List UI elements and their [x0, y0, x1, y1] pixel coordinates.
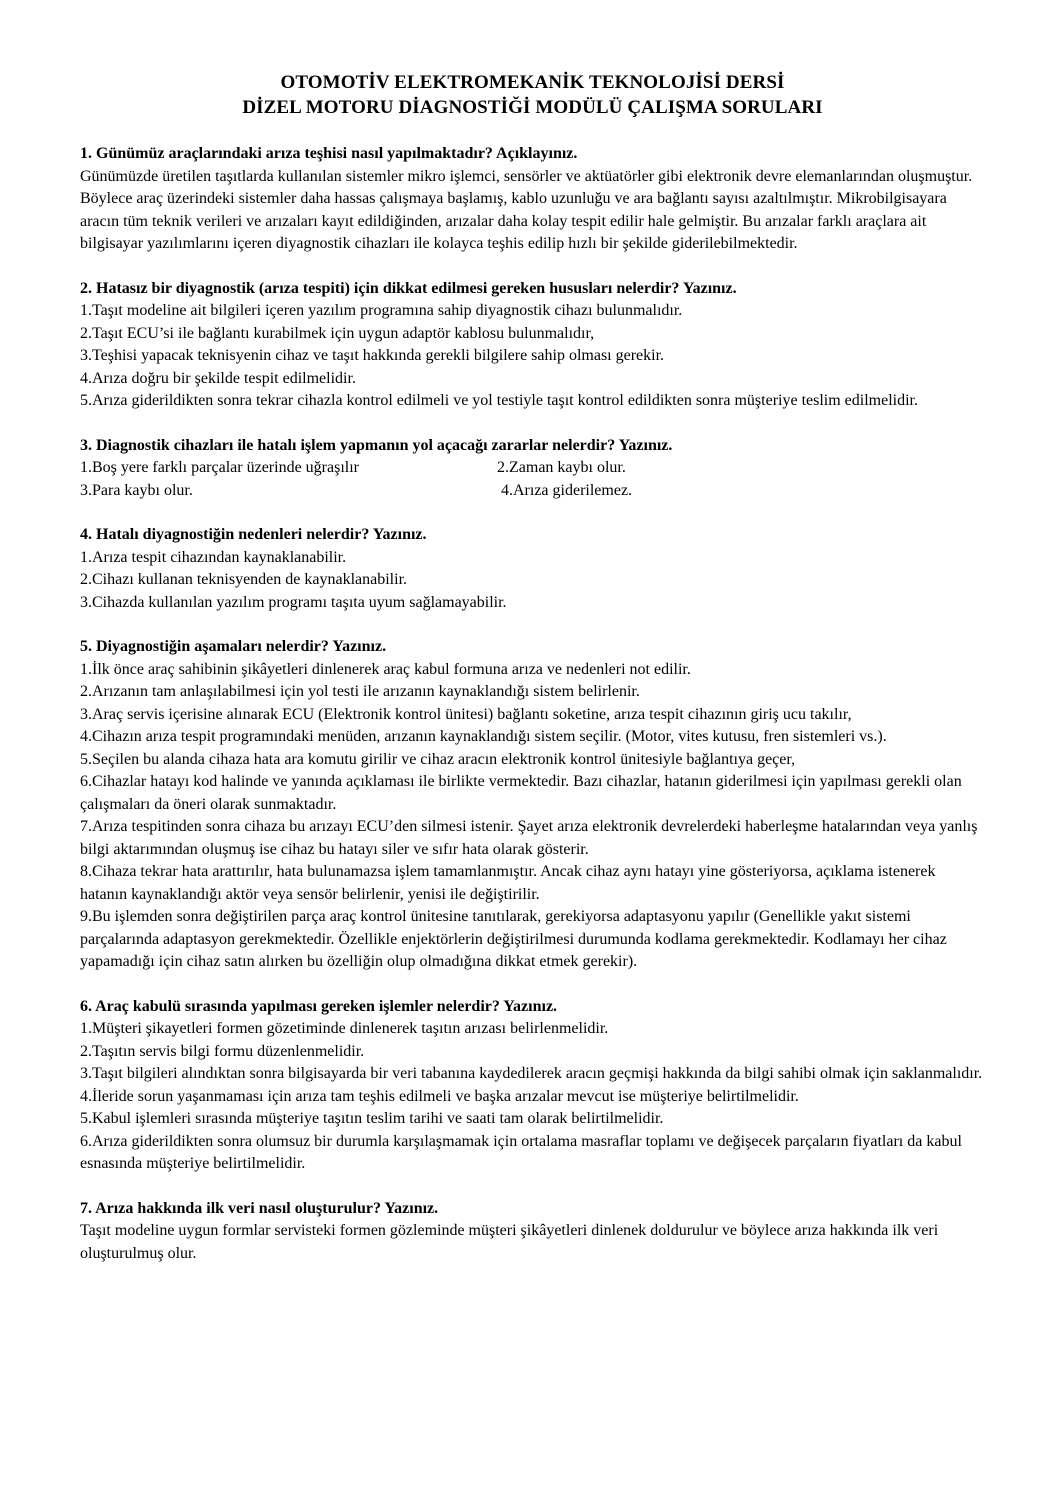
question-5-heading: 5. Diyagnostiğin aşamaları nelerdir? Yazınız. — [80, 638, 387, 655]
answer-item: 4.Arıza giderilemez. — [497, 481, 633, 499]
question-3-section — [80, 435, 985, 503]
question-2-heading: 2. Hatasız bir diyagnostik (arıza tespiti) için dikkat edilmesi gereken hususları nelerdir? Yazınız. — [80, 279, 737, 297]
answer-item: 3.Para kaybı olur. — [80, 481, 193, 499]
question-5-section — [80, 636, 985, 974]
answer-item: 2.Cihazı kullanan teknisyenden de kaynaklanabilir. — [80, 571, 408, 588]
answer-item: 2.Taşıt ECU’si ile bağlantı kurabilmek için uygun adaptör kablosu bulunmalıdır, — [80, 324, 595, 342]
question-2-section — [80, 278, 985, 413]
document-page — [80, 70, 985, 1265]
answer-item: 3.Teşhisi yapacak teknisyenin cihaz ve taşıt hakkında gerekli bilgilere sahip olması gerekir. — [80, 347, 665, 364]
answer-item: 3.Taşıt bilgileri alındıktan sonra bilgisayarda bir veri tabanına kaydedilerek aracın geçmişi hakkında da bilgi sahibi olmak için saklanmalıdır. — [80, 1065, 983, 1082]
answer-item: 4.Cihazın arıza tespit programındaki menüden, arızanın kaynaklandığı sistem seçilir. (Motor, vites kutusu, fren sistemleri vs.). — [80, 728, 887, 745]
question-4-section — [80, 524, 985, 614]
question-7-answer: Taşıt modeline uygun formlar servisteki formen gözleminde müşteri şikâyetleri dinlenek doldurulur ve böylece arıza hakkında ilk veri oluşturulmuş olur. — [80, 1222, 939, 1262]
answer-item: 9.Bu işlemden sonra değiştirilen parça araç kontrol ünitesine tanıtılarak, gerekiyorsa adaptasyonu yapılır (Genellikle yakıt sistemi parçalarında adaptasyon gerekmektedir. Özellikle enjektörlerin değiştirilmesi durumunda kodlama gerekmektedir. Kodlamayı her cihaz yapamadığı için cihaz satın alırken bu özelliğin olup olmadığına dikkat etmek gerekir). — [80, 908, 947, 970]
answer-item: 2.Zaman kaybı olur. — [497, 459, 626, 476]
question-7-heading: 7. Arıza hakkında ilk veri nasıl oluşturulur? Yazınız. — [80, 1199, 439, 1217]
answer-item: 1.Arıza tespit cihazından kaynaklanabilir. — [80, 548, 347, 566]
answer-item: 6.Cihazlar hatayı kod halinde ve yanında açıklaması ile birlikte vermektedir. Bazı cihazlar, hatanın giderilmesi için yapılması gerekli olan çalışmaları da öneri olarak sunmaktadır. — [80, 773, 962, 813]
answer-item: 8.Cihaza tekrar hata arattırılır, hata bulunamazsa işlem tamamlanmıştır. Ancak cihaz aynı hatayı yine gösteriyorsa, açıklama istenerek hatanın kaynaklandığı aktör veya sensör belirlenir, yenisi ile değiştirilir. — [80, 863, 936, 903]
question-1-answer: Günümüzde üretilen taşıtlarda kullanılan sistemler mikro işlemci, sensörler ve aktüatörler gibi elektronik devre elemanlarından oluşmuştur. Böylece araç üzerindeki sistemler daha hassas çalışmaya başlamış, kablo uzunluğu ve ara bağlantı sayısı azaltılmıştır. Mikrobilgisayara aracın tüm teknik verileri ve arızaları kayıt edildiğinden, arızalar daha kolay tespit edilir hale gelmiştir. Bu arızalar farklı araçlara ait bilgisayar yazılımlarını içeren diyagnostik cihazları ile kolayca teşhis edilip hızlı bir şekilde giderilebilmektedir. — [80, 167, 973, 252]
answer-item: 4.İleride sorun yaşanmaması için arıza tam teşhis edilmeli ve başka arızalar mevcut ise müşteriye belirtilmelidir. — [80, 1087, 799, 1105]
answer-item: 6.Arıza giderildikten sonra olumsuz bir durumla karşılaşmamak için ortalama masraflar toplamı ve değişecek parçaların fiyatları da kabul esnasında müşteriye belirtilmelidir. — [80, 1132, 962, 1172]
question-6-heading: 6. Araç kabulü sırasında yapılması gereken işlemler nelerdir? Yazınız. — [80, 997, 558, 1015]
answer-item: 5.Kabul işlemleri sırasında müşteriye taşıtın teslim tarihi ve saati tam olarak belirtilmelidir. — [80, 1110, 664, 1127]
document-title — [80, 70, 985, 120]
question-1-heading: 1. Günümüz araçlarındaki arıza teşhisi nasıl yapılmaktadır? Açıklayınız. — [80, 145, 578, 162]
title-line-2: DİZEL MOTORU DİAGNOSTİĞİ MODÜLÜ ÇALIŞMA SORULARI — [242, 97, 823, 118]
answer-item: 1.Taşıt modeline ait bilgileri içeren yazılım programına sahip diyagnostik cihazı bulunmalıdır. — [80, 302, 683, 319]
answer-item: 1.İlk önce araç sahibinin şikâyetleri dinlenerek araç kabul formuna arıza ve nedenleri not edilir. — [80, 660, 691, 678]
question-6-section — [80, 996, 985, 1176]
answer-item: 2.Taşıtın servis bilgi formu düzenlenmelidir. — [80, 1042, 365, 1060]
question-1-section — [80, 143, 985, 256]
answer-item: 4.Arıza doğru bir şekilde tespit edilmelidir. — [80, 369, 356, 387]
answer-item: 3.Araç servis içerisine alınarak ECU (Elektronik kontrol ünitesi) bağlantı soketine, arıza tespit cihazının giriş ucu takılır, — [80, 705, 852, 723]
answer-item: 7.Arıza tespitinden sonra cihaza bu arızayı ECU’den silmesi istenir. Şayet arıza elektronik devrelerdeki haberleşme hatalarından veya yanlış bilgi aktarımından oluşmuş ise cihaz bu hatayı siler ve sıfır hata olarak gösterir. — [80, 818, 978, 858]
answer-item: 2.Arızanın tam anlaşılabilmesi için yol testi ile arızanın kaynaklandığı sistem belirlenir. — [80, 683, 640, 700]
question-4-heading: 4. Hatalı diyagnostiğin nedenleri nelerdir? Yazınız. — [80, 526, 427, 543]
answer-row — [80, 480, 985, 503]
answer-item: 5.Arıza giderildikten sonra tekrar cihazla kontrol edilmeli ve yol testiyle taşıt kontrol edildikten sonra müşteriye teslim edilmelidir. — [80, 392, 918, 409]
answer-item: 1.Müşteri şikayetleri formen gözetiminde dinlenerek taşıtın arızası belirlenmelidir. — [80, 1020, 609, 1037]
answer-item: 3.Cihazda kullanılan yazılım programı taşıta uyum sağlamayabilir. — [80, 593, 507, 611]
title-line-1: OTOMOTİV ELEKTROMEKANİK TEKNOLOJİSİ DERSİ — [280, 72, 785, 93]
answer-item: 1.Boş yere farklı parçalar üzerinde uğraşılır — [80, 459, 359, 476]
question-7-section — [80, 1198, 985, 1266]
question-3-heading: 3. Diagnostik cihazları ile hatalı işlem yapmanın yol açacağı zararlar nelerdir? Yazınız. — [80, 436, 673, 454]
answer-row — [80, 457, 985, 480]
answer-item: 5.Seçilen bu alanda cihaza hata ara komutu girilir ve cihaz aracın elektronik kontrol ünitesiyle bağlantıya geçer, — [80, 750, 796, 768]
